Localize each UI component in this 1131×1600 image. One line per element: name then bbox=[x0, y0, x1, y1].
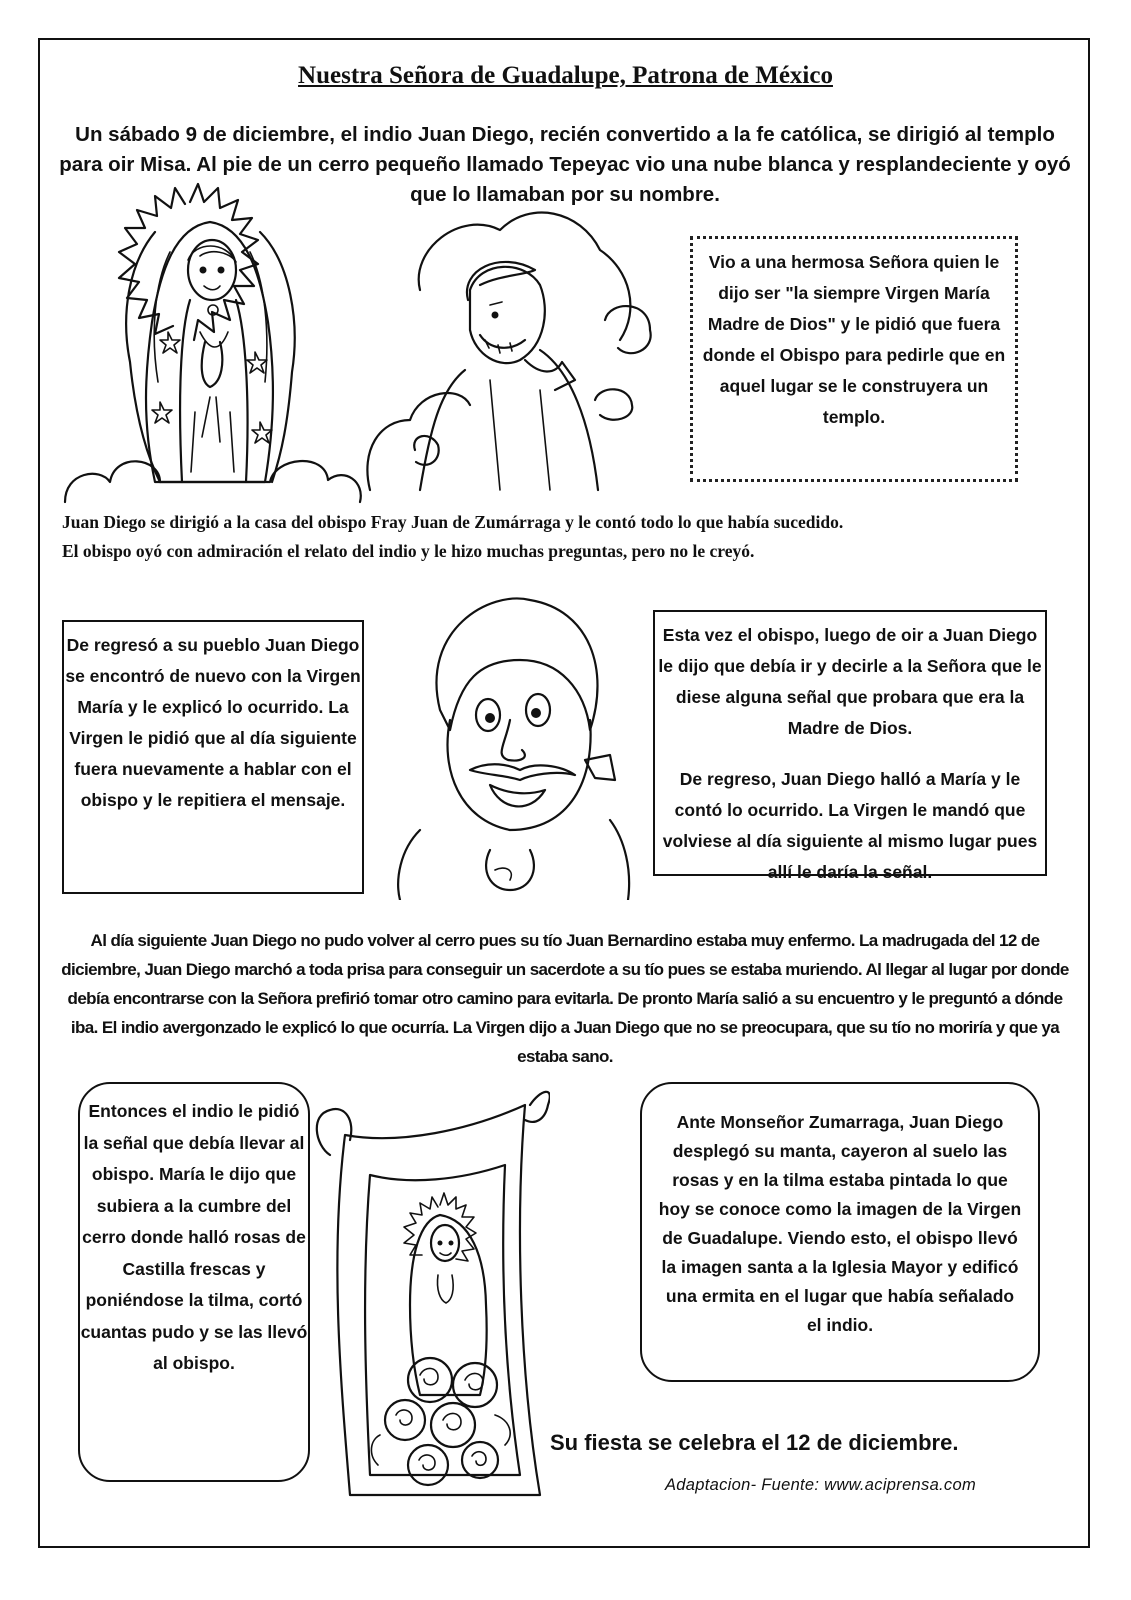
box-senal-p2: De regreso, Juan Diego halló a María y le contó lo ocurrido. La Virgen le mandó que volviese al día siguiente al mismo lugar pues allí le daría la señal. bbox=[662, 769, 1038, 882]
para-tio: Al día siguiente Juan Diego no pudo volver al cerro pues su tío Juan Bernardino estaba muy enfermo. La madrugada del 12 de diciembre, Juan Diego marchó a toda prisa para conseguir un sacerdote a su tío pues se estaba muriendo. Al llegar al lugar por donde debía encontrarse con la Señora prefirió tomar otro camino para evitarla. De pronto María salió a su encuentro y le preguntó a dónde iba. El indio avergonzado le explicó lo que ocurría. La Virgen dijo a Juan Diego que no se preocupara, que su tío no moriría y que ya estaba sano. bbox=[61, 931, 1069, 1066]
intro-paragraph: Un sábado 9 de diciembre, el indio Juan Diego, recién convertido a la fe católica, se dirigió al templo para oir Misa. Al pie de un cerro pequeño llamado Tepeyac vio una nube blanca y resplandeciente y oyó que lo llamaban por su nombre. bbox=[59, 123, 1071, 206]
para-obispo-line2: El obispo oyó con admiración el relato del indio y le hizo muchas preguntas, pero no le creyó. bbox=[62, 541, 755, 561]
virgin-illustration bbox=[60, 182, 370, 512]
box-rosas: Entonces el indio le pidió la señal que debía llevar al obispo. María le dijo que subiera a la cumbre del cerro donde halló rosas de Castilla frescas y poniéndose la tilma, cortó cuantas pudo y se las llevó al obispo. bbox=[78, 1082, 310, 1482]
para-obispo bbox=[62, 508, 1082, 566]
page-title: Nuestra Señora de Guadalupe, Patrona de México bbox=[298, 62, 833, 89]
fiesta-date: Su fiesta se celebra el 12 de diciembre. bbox=[550, 1430, 959, 1455]
juan-diego-smiling-illustration bbox=[370, 590, 650, 900]
box-senal-p1: Esta vez el obispo, luego de oir a Juan Diego le dijo que debía ir y decirle a la Señora que le diese alguna señal que probara que era la Madre de Dios. bbox=[658, 625, 1042, 738]
source-credit: Adaptacion- Fuente: www.aciprensa.com bbox=[665, 1476, 976, 1494]
juan-diego-looking-illustration bbox=[350, 190, 680, 500]
box-tilma: Ante Monseñor Zumarraga, Juan Diego desplegó su manta, cayeron al suelo las rosas y en la tilma estaba pintada lo que hoy se conoce como la imagen de la Virgen de Guadalupe. Viendo esto, el obispo llevó la imagen santa a la Iglesia Mayor y edificó una ermita en el lugar que había señalado el indio. bbox=[640, 1082, 1040, 1382]
tilma-illustration bbox=[310, 1075, 550, 1505]
box-senora: Vio a una hermosa Señora quien le dijo ser "la siempre Virgen María Madre de Dios" y le pidió que fuera donde el Obispo para pedirle que en aquel lugar se le construyera un templo. bbox=[690, 236, 1018, 482]
box-senal bbox=[653, 610, 1047, 882]
box-regreso: De regresó a su pueblo Juan Diego se encontró de nuevo con la Virgen María y le explicó lo ocurrido. La Virgen le pidió que al día siguiente fuera nuevamente a hablar con el obispo y le repitiera el mensaje. bbox=[62, 620, 364, 894]
para-obispo-line1: Juan Diego se dirigió a la casa del obispo Fray Juan de Zumárraga y le contó todo lo que había sucedido. bbox=[62, 512, 844, 532]
